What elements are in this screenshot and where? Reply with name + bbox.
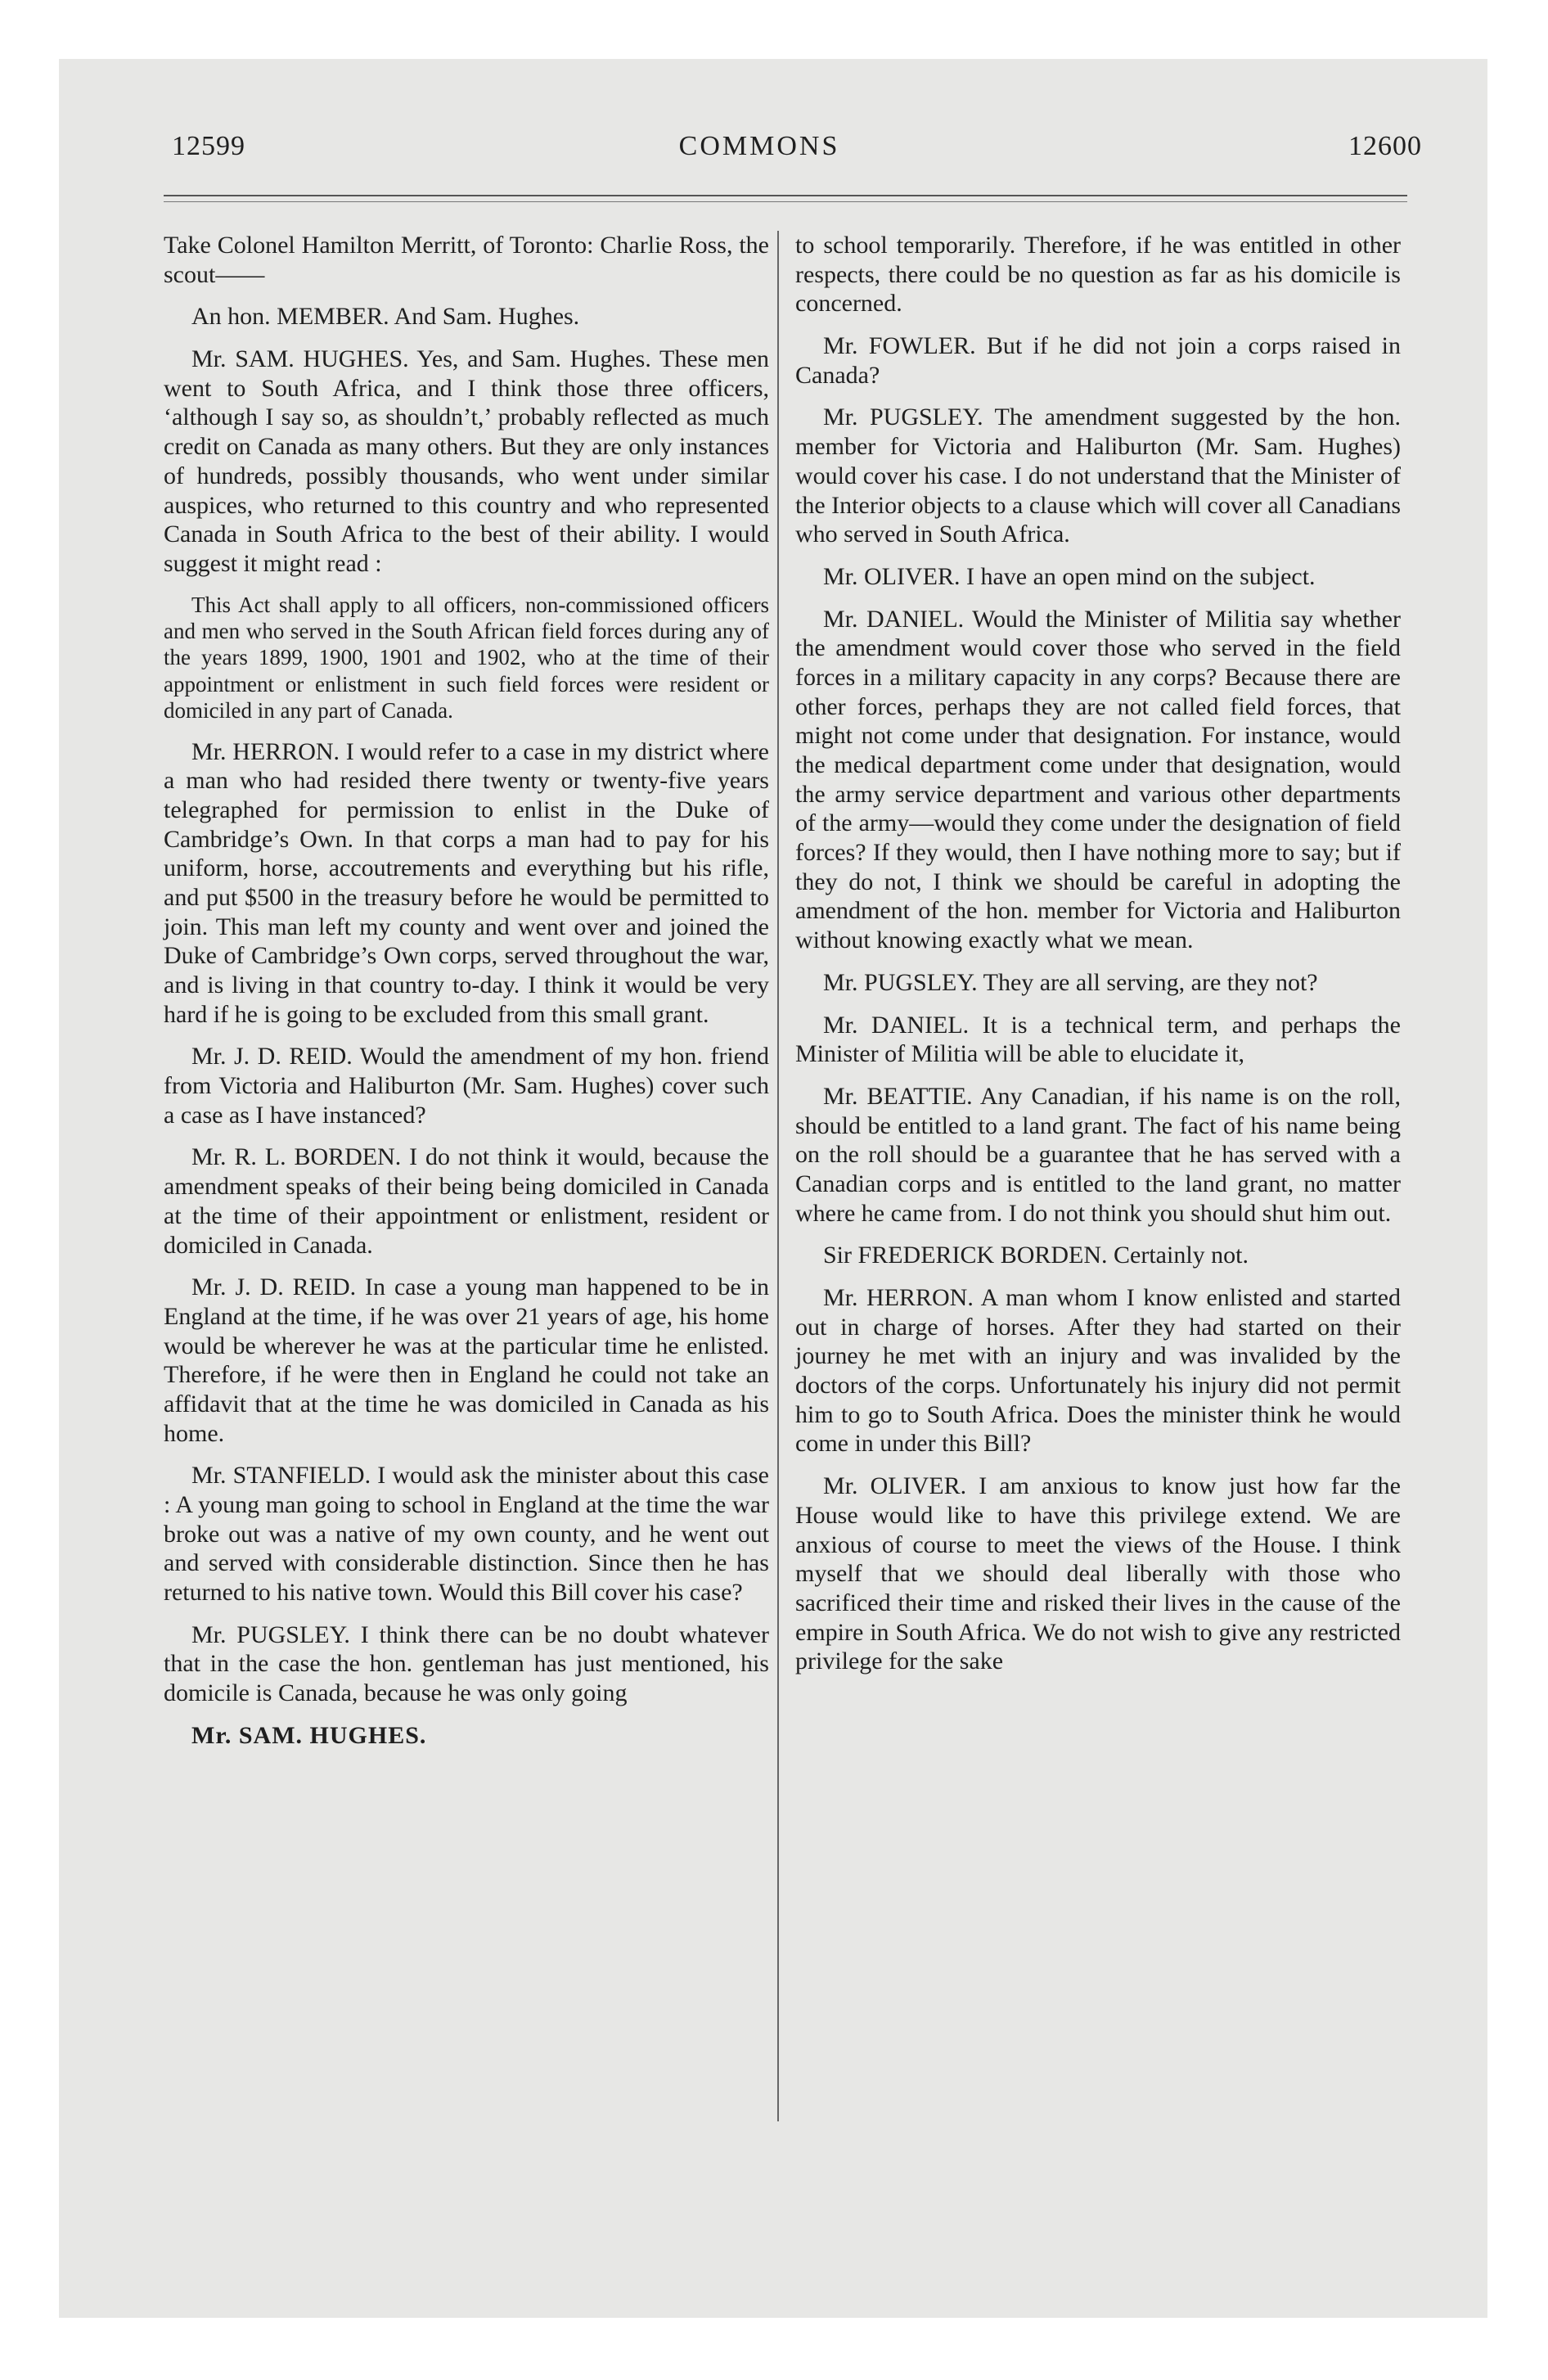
- paragraph: Mr. FOWLER. But if he did not join a corps raised in Canada?: [795, 332, 1401, 389]
- paragraph: Mr. PUGSLEY. The amendment suggested by the hon. member for Victoria and Haliburton (Mr. Sam. Hughes) would cover his case. I do not understand that the Minister of the Interior objects to a clause which will cover all Canadians who served in South Africa.: [795, 403, 1401, 548]
- right-page-number: 12600: [1348, 131, 1422, 161]
- paragraph: Mr. OLIVER. I have an open mind on the subject.: [823, 562, 1316, 590]
- paragraph: Mr. BEATTIE. Any Canadian, if his name is on the roll, should be entitled to a land grant. The fact of his name being on the roll should be a guarantee that he has served with a Canadian corps and is entitled to the land grant, no matter where he came from. I do not think you should shut him out.: [795, 1082, 1401, 1227]
- paragraph: Mr. HERRON. I would refer to a case in my district where a man who had resided there twenty or twenty-five years telegraphed for permission to enlist in the Duke of Cambridge’s Own. In that corps a man had to pay for his uniform, horse, accoutrements and everything but his rifle, and put $500 in the treasury before he would be permitted to join. This man left my county and went over and joined the Duke of Cambridge’s Own corps, served throughout the war, and is living in that country to-day. I think it would be very hard if he is going to be excluded from this small grant.: [164, 737, 769, 1028]
- paragraph: Sir FREDERICK BORDEN. Certainly not.: [823, 1242, 1249, 1269]
- paragraph: Mr. DANIEL. Would the Minister of Militia say whether the amendment would cover those who served in the field forces in a military capacity in any corps? Because there are other forces, perhaps they are not called field forces, that might not come under that designation. For instance, would the medical department come under that designation, would the army service department and various other departments of the army—would they come under the designation of field forces? If they would, then I have nothing more to say; but if they do not, I think we should be careful in adopting the amendment of the hon. member for Victoria and Haliburton without knowing exactly what we mean.: [795, 605, 1401, 954]
- paragraph: Mr. PUGSLEY. I think there can be no doubt whatever that in the case the hon. gentleman has just mentioned, his domicile is Canada, because he was only going: [164, 1620, 769, 1707]
- paragraph: Mr. R. L. BORDEN. I do not think it would, because the amendment speaks of their being being domiciled in Canada at the time of their appointment or enlistment, resident or domiciled in Canada.: [164, 1143, 769, 1259]
- paragraph: Take Colonel Hamilton Merritt, of Toronto: Charlie Ross, the scout——: [164, 232, 769, 288]
- column-divider: [777, 231, 779, 2121]
- left-page-number: 12599: [172, 131, 245, 161]
- header-rule: [164, 195, 1407, 196]
- column-footer-label: Mr. SAM. HUGHES.: [191, 1721, 427, 1749]
- left-column: [164, 231, 769, 1764]
- paragraph: Mr. J. D. REID. Would the amendment of my hon. friend from Victoria and Haliburton (Mr. Sam. Hughes) cover such a case as I have instanced?: [164, 1043, 769, 1129]
- paragraph: Mr. J. D. REID. In case a young man happened to be in England at the time, if he was over 21 years of age, his home would be wherever he was at the particular time he enlisted. Therefore, if he were then in England he could not take an affidavit that at the time he was domiciled in Canada as his home.: [164, 1273, 769, 1447]
- paragraph: Mr. HERRON. A man whom I know enlisted and started out in charge of horses. After they had started on their journey he met with an injury and was invalided by the doctors of the corps. Unfortunately his injury did not permit him to go to South Africa. Does the minister think he would come in under this Bill?: [795, 1284, 1401, 1458]
- page-header: [108, 131, 1422, 180]
- quoted-clause: This Act shall apply to all officers, non-commissioned officers and men who served in the South African field forces during any of the years 1899, 1900, 1901 and 1902, who at the time of their appointment or enlistment in such field forces were resident or domiciled in any part of Canada.: [164, 592, 769, 723]
- paragraph: to school temporarily. Therefore, if he was entitled in other respects, there could be no question as far as his domicile is concerned.: [795, 232, 1401, 318]
- page-title: COMMONS: [678, 131, 840, 161]
- paragraph: Mr. STANFIELD. I would ask the minister about this case : A young man going to school in England at the time the war broke out was a native of my own county, and he went out and served with considerable distinction. Since then he has returned to his native town. Would this Bill cover his case?: [164, 1462, 769, 1607]
- paragraph: An hon. MEMBER. And Sam. Hughes.: [191, 303, 580, 331]
- paragraph: Mr. DANIEL. It is a technical term, and perhaps the Minister of Militia will be able to elucidate it,: [795, 1011, 1401, 1068]
- right-column: [795, 231, 1401, 1689]
- paragraph: Mr. OLIVER. I am anxious to know just how far the House would like to have this privilege extend. We are anxious of course to meet the views of the House. I think myself that we should deal liberally with those who sacrificed their time and risked their lives in the cause of the empire in South Africa. We do not wish to give any restricted privilege for the sake: [795, 1472, 1401, 1675]
- paragraph: Mr. PUGSLEY. They are all serving, are they not?: [823, 968, 1318, 996]
- paragraph: Mr. SAM. HUGHES. Yes, and Sam. Hughes. These men went to South Africa, and I think those three officers, ‘although I say so, as shouldn’t,’ probably reflected as much credit on Canada as many others. But they are only instances of hundreds, possibly thousands, who went under similar auspices, who returned to this country and who represented Canada in South Africa to the best of their ability. I would suggest it might read :: [164, 345, 769, 577]
- header-rule-secondary: [164, 201, 1407, 202]
